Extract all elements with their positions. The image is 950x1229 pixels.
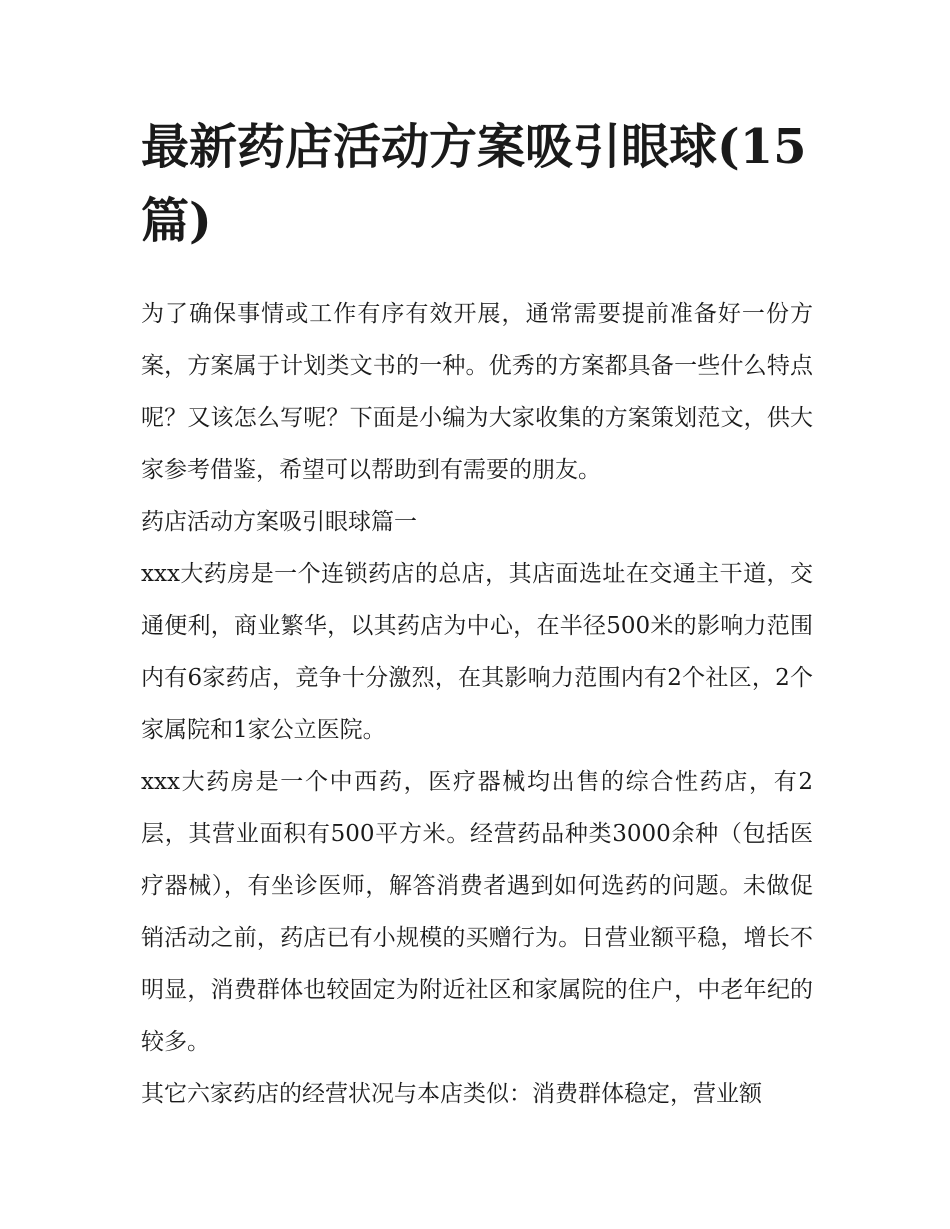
body-paragraph: xxx大药房是一个中西药，医疗器械均出售的综合性药店，有2层，其营业面积有500平方米。经营药品种类3000余种（包括医疗器械），有坐诊医师，解答消费者遇到如何选药的问题。未做促销活动之前，药店已有小规模的买赠行为。日营业额平稳，增长不明显，消费群体也较固定为附近社区和家属院的住户，中老年纪的较多。 bbox=[141, 769, 813, 1055]
document-body bbox=[141, 110, 813, 1120]
document-title: 最新药店活动方案吸引眼球(15篇) bbox=[141, 119, 807, 249]
section-heading: 药店活动方案吸引眼球篇一 bbox=[141, 509, 417, 535]
body-paragraph: 其它六家药店的经营状况与本店类似：消费群体稳定，营业额 bbox=[141, 1081, 762, 1107]
intro-paragraph: 为了确保事情或工作有序有效开展，通常需要提前准备好一份方案，方案属于计划类文书的一种。优秀的方案都具备一些什么特点呢？又该怎么写呢？下面是小编为大家收集的方案策划范文，供大家参考借鉴，希望可以帮助到有需要的朋友。 bbox=[141, 301, 813, 483]
body-paragraph: xxx大药房是一个连锁药店的总店，其店面选址在交通主干道，交通便利，商业繁华，以其药店为中心，在半径500米的影响力范围内有6家药店，竞争十分激烈，在其影响力范围内有2个社区，2个家属院和1家公立医院。 bbox=[141, 561, 813, 743]
